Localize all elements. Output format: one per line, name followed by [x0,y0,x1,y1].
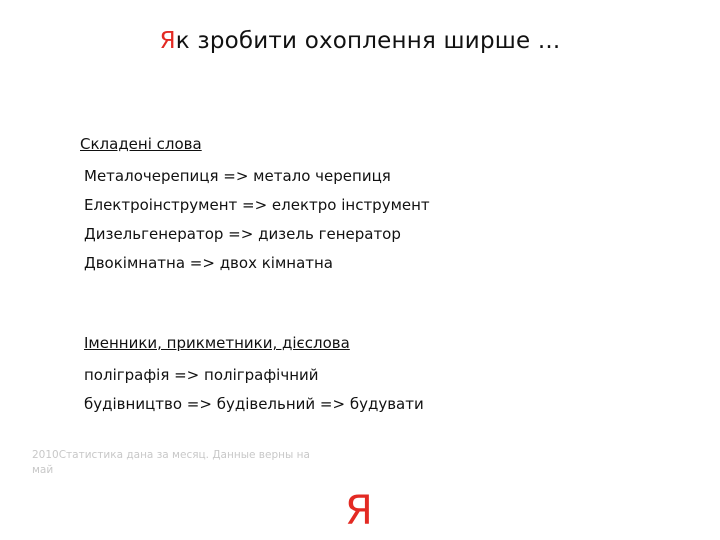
title-text: к зробити охоплення ширше ... [175,28,561,54]
yandex-logo: Я [345,488,373,534]
section-heading-compound-words: Складені слова [80,135,202,153]
section-heading-parts-of-speech: Іменники, прикметники, дієслова [84,334,350,352]
list-item: будівництво => будівельний => будувати [84,395,424,413]
list-item: Металочерепиця => метало черепиця [84,167,391,185]
list-item: поліграфія => поліграфічний [84,366,319,384]
footnote: 2010Статистика дана за месяц. Данные верны на май [32,449,310,476]
compound-words-section [80,130,430,278]
title-accent-letter: Я [159,28,176,54]
list-item: Двокімнатна => двох кімнатна [84,254,334,272]
list-item: Дизельгенератор => дизель генератор [84,225,401,243]
slide-title [0,28,720,54]
list-item: Електроінструмент => електро інструмент [84,196,430,214]
parts-of-speech-section [80,329,424,419]
